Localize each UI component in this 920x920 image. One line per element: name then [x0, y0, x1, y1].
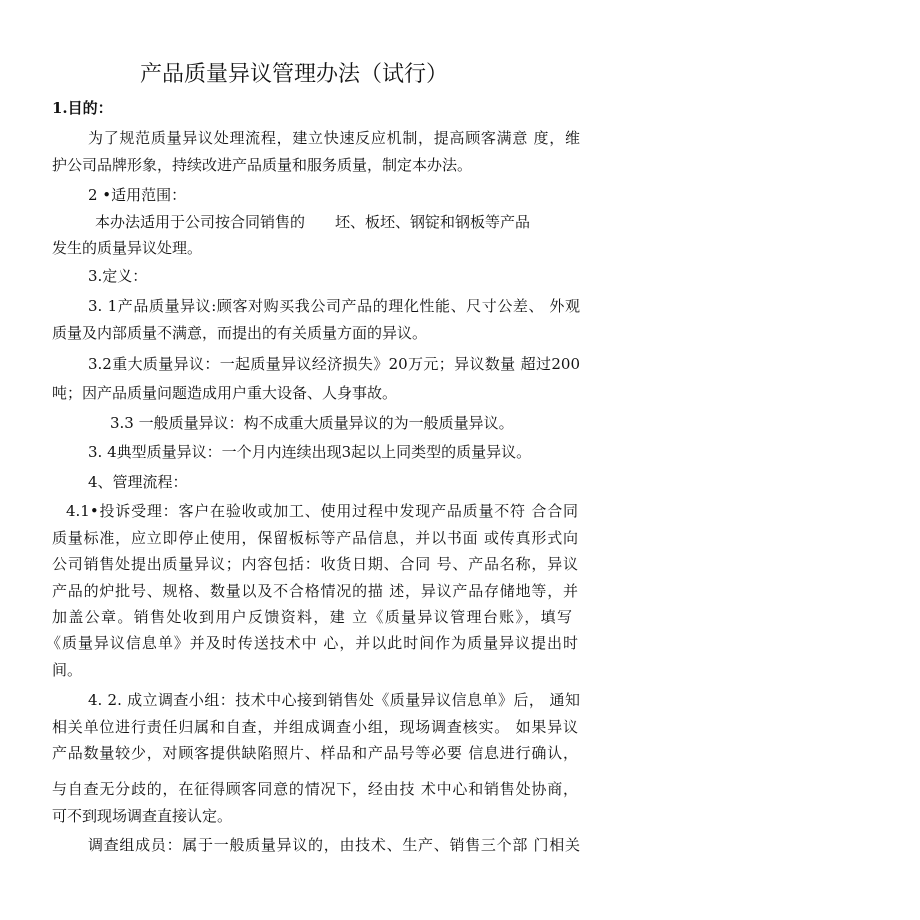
paragraph-line: 4. 2. 成立调查小组：技术中心接到销售处《质量异议信息单》后， 通知: [88, 691, 580, 709]
paragraph-line: 吨；因产品质量问题造成用户重大设备、人身事故。: [52, 384, 398, 402]
document-title: 产品质量异议管理办法（试行）: [140, 62, 449, 87]
section-heading-definitions: 3.定义：: [88, 267, 148, 285]
paragraph-line: 调查组成员：属于一般质量异议的，由技术、生产、销售三个部 门相关: [88, 836, 580, 854]
section-heading-process: 4、管理流程：: [88, 473, 188, 491]
paragraph-line: 产品的炉批号、规格、数量以及不合格情况的描 述，异议产品存储地等，并: [52, 582, 578, 600]
paragraph-line: 间。: [52, 661, 83, 679]
paragraph-line: 《质量异议信息单》并及时传送技术中 心，并以此时间作为质量异议提出时: [46, 634, 578, 652]
paragraph-line: 质量及内部质量不满意，而提出的有关质量方面的异议。: [52, 324, 428, 342]
paragraph-line: 本办法适用于公司按合同销售的 坯、板坯、钢锭和钢板等产品: [95, 213, 531, 231]
paragraph-line: 与自查无分歧的，在征得顾客同意的情况下，经由技 术中心和销售处协商，: [52, 780, 578, 798]
paragraph-line: 相关单位进行责任归属和自查，并组成调查小组，现场调查核实。 如果异议: [52, 718, 578, 736]
paragraph-line: 质量标准，应立即停止使用，保留板标等产品信息，并以书面 或传真形式向: [52, 529, 578, 547]
paragraph-line: 3. 4典型质量异议：一个月内连续出现3起以上同类型的质量异议。: [88, 443, 532, 461]
paragraph-line: 为了规范质量异议处理流程，建立快速反应机制，提高顾客满意 度，维: [88, 129, 580, 147]
paragraph-line: 发生的质量异议处理。: [52, 239, 203, 257]
paragraph-line: 护公司品牌形象，持续改进产品质量和服务质量，制定本办法。: [52, 156, 473, 174]
paragraph-line: 3.3 一般质量异议：构不成重大质量异议的为一般质量异议。: [110, 414, 514, 432]
paragraph-line: 3.2重大质量异议：一起质量异议经济损失》20万元；异议数量 超过200: [88, 355, 580, 373]
paragraph-line: 产品数量较少，对顾客提供缺陷照片、样品和产品号等必要 信息进行确认，: [52, 744, 578, 762]
paragraph-line: 3. 1产品质量异议:顾客对购买我公司产品的理化性能、尺寸公差、 外观: [88, 297, 580, 315]
section-heading-purpose: 1.目的：: [52, 99, 113, 117]
paragraph-line: 可不到现场调查直接认定。: [52, 807, 233, 825]
section-heading-scope: 2 •适用范围：: [88, 186, 187, 204]
paragraph-line: 公司销售处提出质量异议；内容包括：收货日期、合同 号、产品名称，异议: [52, 555, 578, 573]
paragraph-line: 加盖公章。销售处收到用户反馈资料，建 立《质量异议管理台账》，填写: [52, 608, 572, 626]
paragraph-line: 4.1•投诉受理：客户在验收或加工、使用过程中发现产品质量不符 合合同: [66, 502, 578, 520]
